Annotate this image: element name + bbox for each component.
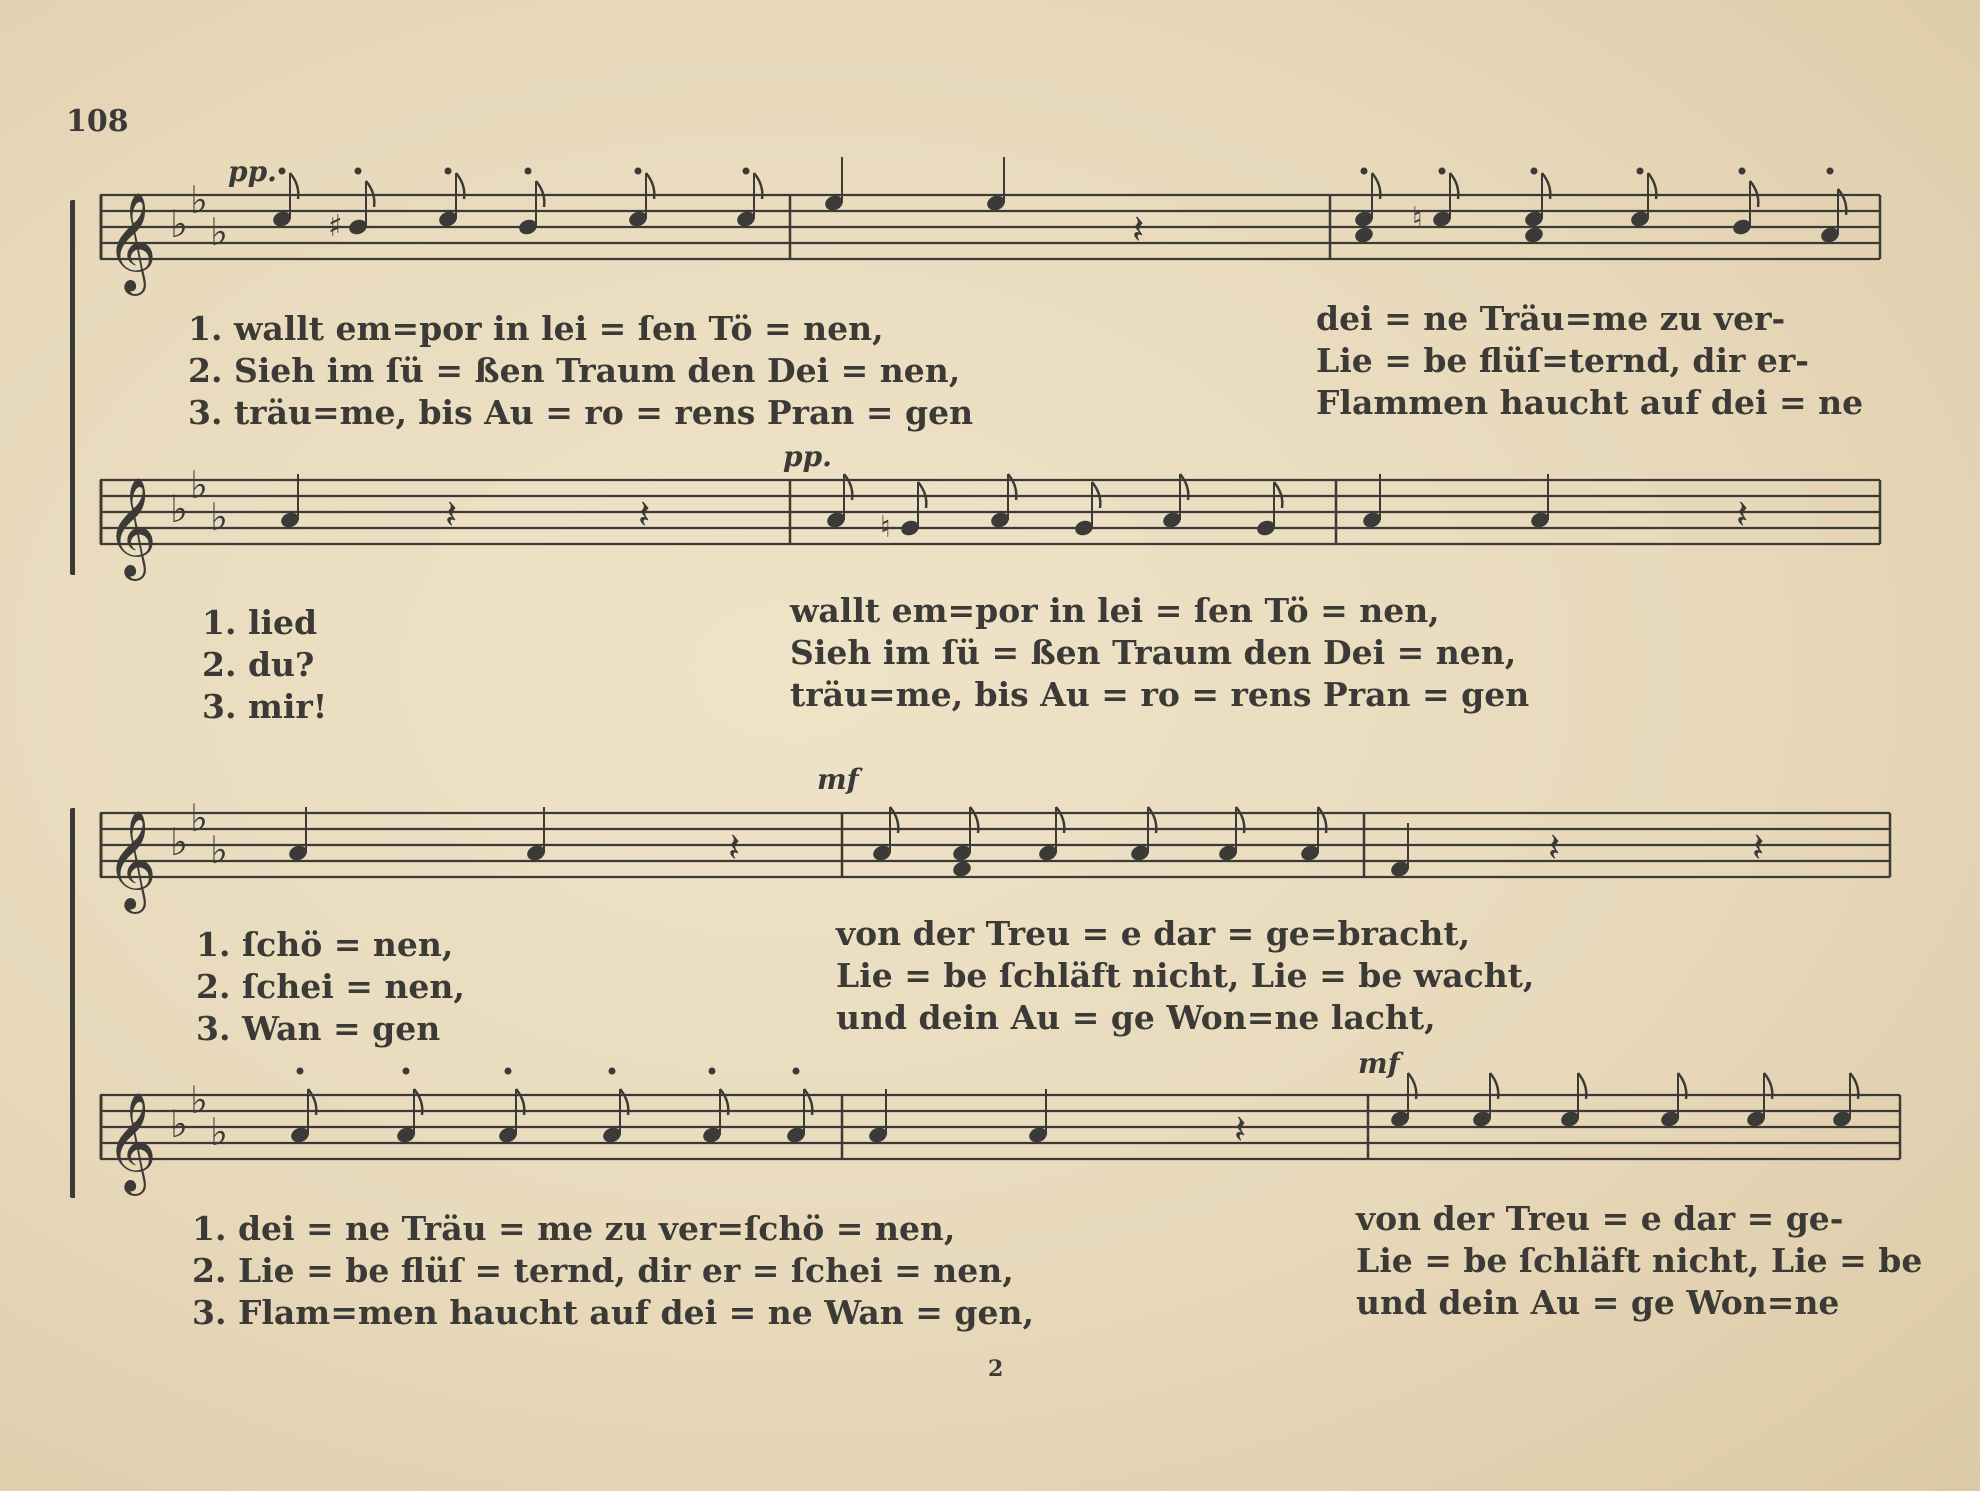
signature-mark: 2 — [988, 1356, 1004, 1382]
staccato-dot — [743, 168, 750, 175]
staccato-dot — [297, 1068, 304, 1075]
natural-icon: ♮ — [880, 510, 891, 545]
system1-brace — [70, 200, 89, 575]
dynamic-mark: pp. — [783, 440, 832, 473]
lyrics-block — [1356, 1198, 1922, 1324]
flat-icon: ♭ — [190, 796, 208, 840]
staccato-dot — [445, 168, 452, 175]
staccato-dot — [505, 1068, 512, 1075]
staccato-dot — [355, 168, 362, 175]
lyric-line: 3. träu=me, bis Au = ro = rens Pran = gen — [188, 393, 974, 432]
lyric-line: 2. Sieh im ſü = ßen Traum den Dei = nen, — [188, 351, 961, 390]
staccato-dot — [525, 168, 532, 175]
lyric-line: 1. lied — [202, 603, 318, 642]
quarter-rest-icon: 𝄽 — [1752, 825, 1765, 871]
staccato-dot — [279, 168, 286, 175]
treble-clef-icon: 𝄞 — [106, 810, 157, 910]
lyric-line: wallt em=por in lei = ſen Tö = nen, — [790, 591, 1440, 630]
system2-lower-staff — [100, 1078, 1910, 1192]
quarter-rest-icon: 𝄽 — [728, 825, 741, 871]
quarter-rest-icon: 𝄽 — [1736, 492, 1749, 538]
staccato-dot — [1439, 168, 1446, 175]
page-number: 108 — [66, 104, 129, 139]
treble-clef-icon: 𝄞 — [106, 477, 157, 577]
quarter-rest-icon: 𝄽 — [1132, 207, 1145, 253]
lyric-line: von der Treu = e dar = ge=bracht, — [836, 914, 1471, 953]
staccato-dot — [1827, 168, 1834, 175]
treble-clef-icon: 𝄞 — [106, 1092, 157, 1192]
lyric-line: Lie = be ſchläft nicht, Lie = be wacht, — [836, 956, 1535, 995]
flat-icon: ♭ — [170, 820, 188, 864]
lyrics-block — [202, 602, 327, 728]
treble-clef-icon: 𝄞 — [106, 192, 157, 292]
system1-upper-staff — [100, 178, 1890, 292]
staccato-dot — [1637, 168, 1644, 175]
flat-icon: ♭ — [170, 487, 188, 531]
system2-brace — [70, 808, 89, 1198]
staccato-dot — [1531, 168, 1538, 175]
staccato-dot — [635, 168, 642, 175]
lyric-line: Flammen haucht auf dei = ne — [1316, 383, 1864, 422]
quarter-rest-icon: 𝄽 — [1548, 825, 1561, 871]
flat-icon: ♭ — [190, 1078, 208, 1122]
quarter-rest-icon: 𝄽 — [638, 492, 651, 538]
flat-icon: ♭ — [210, 495, 228, 539]
lyric-line: 3. Flam=men haucht auf dei = ne Wan = gen, — [192, 1293, 1034, 1332]
lyric-line: Lie = be ſchläft nicht, Lie = be — [1356, 1241, 1923, 1280]
note-head — [951, 859, 973, 878]
lyric-line: von der Treu = e dar = ge- — [1356, 1199, 1844, 1238]
lyric-line: 1. dei = ne Träu = me zu ver=ſchö = nen, — [192, 1209, 956, 1248]
flat-icon: ♭ — [170, 1102, 188, 1146]
sharp-icon: ♯ — [328, 209, 343, 244]
note-head — [1353, 225, 1375, 244]
staccato-dot — [403, 1068, 410, 1075]
lyrics-block — [192, 1208, 1034, 1334]
lyric-line: Lie = be flüſ=ternd, dir er- — [1316, 341, 1809, 380]
lyric-line: 2. ſchei = nen, — [196, 967, 465, 1006]
staccato-dot — [1739, 168, 1746, 175]
lyric-line: und dein Au = ge Won=ne — [1356, 1283, 1840, 1322]
flat-icon: ♭ — [210, 210, 228, 254]
system1-lower-staff — [100, 463, 1890, 577]
flat-icon: ♭ — [210, 1110, 228, 1154]
lyric-line: 1. wallt em=por in lei = ſen Tö = nen, — [188, 309, 884, 348]
flat-icon: ♭ — [210, 828, 228, 872]
staccato-dot — [793, 1068, 800, 1075]
lyrics-block — [790, 590, 1529, 716]
dynamic-mark: pp. — [228, 155, 277, 188]
lyrics-block — [196, 924, 465, 1050]
quarter-rest-icon: 𝄽 — [1234, 1107, 1247, 1153]
system2-upper-staff — [100, 796, 1900, 910]
lyric-line: 2. Lie = be flüſ = ternd, dir er = ſchei = nen, — [192, 1251, 1014, 1290]
natural-icon: ♮ — [1412, 201, 1423, 236]
dynamic-mark: mf — [817, 763, 859, 796]
flat-icon: ♭ — [170, 202, 188, 246]
staccato-dot — [709, 1068, 716, 1075]
quarter-rest-icon: 𝄽 — [445, 492, 458, 538]
lyric-line: träu=me, bis Au = ro = rens Pran = gen — [790, 675, 1530, 714]
lyric-line: 3. Wan = gen — [196, 1009, 441, 1048]
lyric-line: 2. du? — [202, 645, 315, 684]
dynamic-mark: mf — [1358, 1047, 1400, 1080]
lyric-line: dei = ne Träu=me zu ver- — [1316, 299, 1786, 338]
staccato-dot — [609, 1068, 616, 1075]
lyric-line: 1. ſchö = nen, — [196, 925, 454, 964]
note-head — [1523, 225, 1545, 244]
flat-icon: ♭ — [190, 178, 208, 222]
lyric-line: 3. mir! — [202, 687, 328, 726]
lyrics-block — [1316, 298, 1863, 424]
lyric-line: und dein Au = ge Won=ne lacht, — [836, 998, 1436, 1037]
lyric-line: Sieh im ſü = ßen Traum den Dei = nen, — [790, 633, 1517, 672]
staccato-dot — [1361, 168, 1368, 175]
lyrics-block — [188, 308, 973, 434]
flat-icon: ♭ — [190, 463, 208, 507]
lyrics-block — [836, 913, 1534, 1039]
